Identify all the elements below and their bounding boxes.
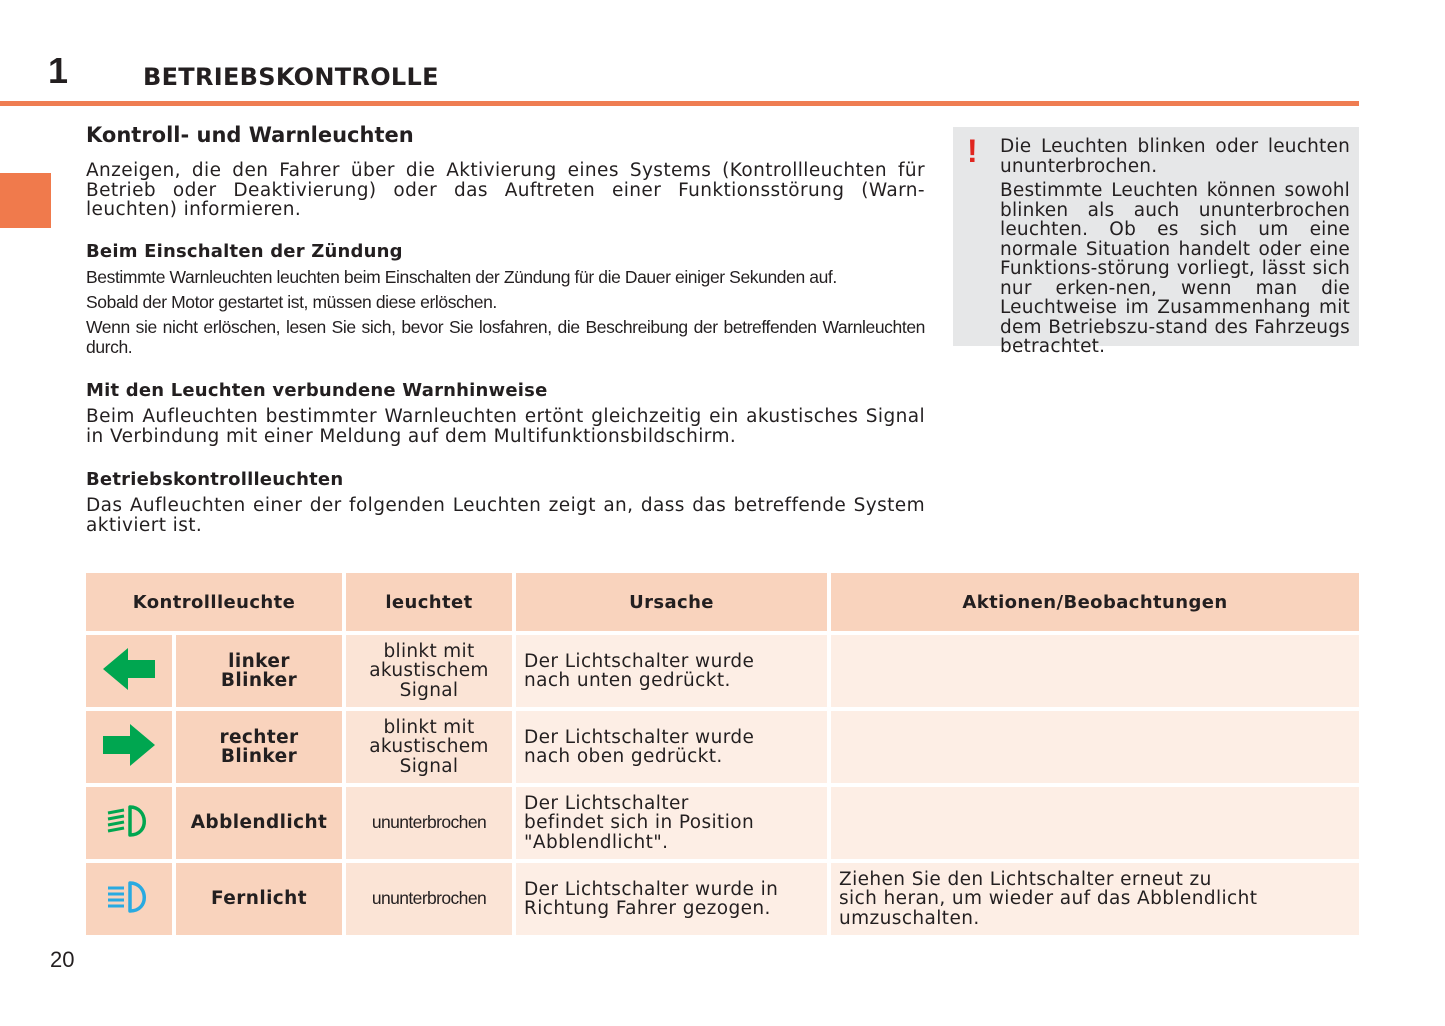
low-beam-icon: [86, 783, 176, 859]
table-row: [86, 783, 1359, 859]
chapter-title: BETRIEBSKONTROLLE: [143, 63, 439, 91]
heading-warnings: Mit den Leuchten verbundene Warnhinweise: [86, 380, 548, 401]
ignition-paragraph-3: Wenn sie nicht erlöschen, lesen Sie sich, bevor Sie losfahren, die Beschreibung der betreffenden Warnleuchten durch.: [86, 317, 925, 357]
warning-text: [1000, 137, 1350, 362]
warning-paragraph-2: Bestimmte Leuchten können sowohl blinken als auch ununterbrochen leuchten. Ob es sich um eine normale Situation handelt oder eine Funktions-störung vorliegt, lässt sich nur erken-nen, wenn man die Leuchtweise im Zusammenhang mit dem Betriebszu-stand des Fahrzeugs betrachtet.: [1000, 180, 1350, 357]
indicator-ursache: Der Lichtschalter wurde in Richtung Fahrer gezogen.: [516, 859, 831, 935]
ignition-paragraph-1: Bestimmte Warnleuchten leuchten beim Einschalten der Zündung für die Dauer einiger Sekunden auf.: [86, 267, 837, 287]
ignition-paragraph-2: Sobald der Motor gestartet ist, müssen diese erlöschen.: [86, 292, 497, 312]
warning-paragraph-1: Die Leuchten blinken oder leuchten ununterbrochen.: [1000, 136, 1350, 177]
indicator-aktion: Ziehen Sie den Lichtschalter erneut zu sich heran, um wieder auf das Abblendlicht umzuschalten.: [831, 859, 1359, 935]
indicator-name: rechter Blinker: [176, 707, 346, 783]
indicator-aktion: [831, 631, 1359, 707]
header-kontrollleuchte: Kontrollleuchte: [86, 573, 346, 631]
header-divider: [0, 101, 1359, 106]
heading-operation-lights: Betriebskontrollleuchten: [86, 469, 344, 490]
chapter-side-tab: [0, 173, 51, 228]
indicator-aktion: [831, 783, 1359, 859]
indicator-ursache: Der Lichtschalter befindet sich in Position "Abblendlicht".: [516, 783, 831, 859]
indicator-ursache: Der Lichtschalter wurde nach oben gedrückt.: [516, 707, 831, 783]
warnings-paragraph: Beim Aufleuchten bestimmter Warnleuchten ertönt gleichzeitig ein akustisches Signal in Verbindung mit einer Meldung auf dem Multifunktionsbildschirm.: [86, 406, 925, 447]
indicator-name: Fernlicht: [176, 859, 346, 935]
indicator-leuchtet: ununterbrochen: [346, 783, 516, 859]
indicator-ursache: Der Lichtschalter wurde nach unten gedrückt.: [516, 631, 831, 707]
table-header-row: [86, 573, 1359, 631]
section-title: Kontroll- und Warnleuchten: [86, 123, 414, 147]
left-arrow-icon: [86, 631, 176, 707]
table-row: [86, 859, 1359, 935]
heading-ignition: Beim Einschalten der Zündung: [86, 241, 403, 262]
indicator-leuchtet: blinkt mit akustischem Signal: [346, 631, 516, 707]
indicator-aktion: [831, 707, 1359, 783]
indicator-leuchtet: blinkt mit akustischem Signal: [346, 707, 516, 783]
page-number: 20: [50, 947, 75, 972]
chapter-number: 1: [48, 50, 69, 91]
indicator-leuchtet: ununterbrochen: [346, 859, 516, 935]
table-row: [86, 631, 1359, 707]
header-aktionen: Aktionen/Beobachtungen: [831, 573, 1359, 631]
intro-paragraph: Anzeigen, die den Fahrer über die Aktivierung eines Systems (Kontrollleuchten für Betrieb oder Deaktivierung) oder das Auftreten einer Funktionsstörung (Warn-leuchten) informieren.: [86, 160, 925, 220]
warning-box: [953, 127, 1359, 357]
indicator-table: [86, 573, 1359, 935]
right-arrow-icon: [86, 707, 176, 783]
table-row: [86, 707, 1359, 783]
high-beam-icon: [86, 859, 176, 935]
header-ursache: Ursache: [516, 573, 831, 631]
header-leuchtet: leuchtet: [346, 573, 516, 631]
exclamation-icon: !: [967, 133, 978, 169]
operation-lights-paragraph: Das Aufleuchten einer der folgenden Leuchten zeigt an, dass das betreffende System aktiviert ist.: [86, 495, 925, 536]
indicator-name: Abblendlicht: [176, 783, 346, 859]
indicator-name: linker Blinker: [176, 631, 346, 707]
